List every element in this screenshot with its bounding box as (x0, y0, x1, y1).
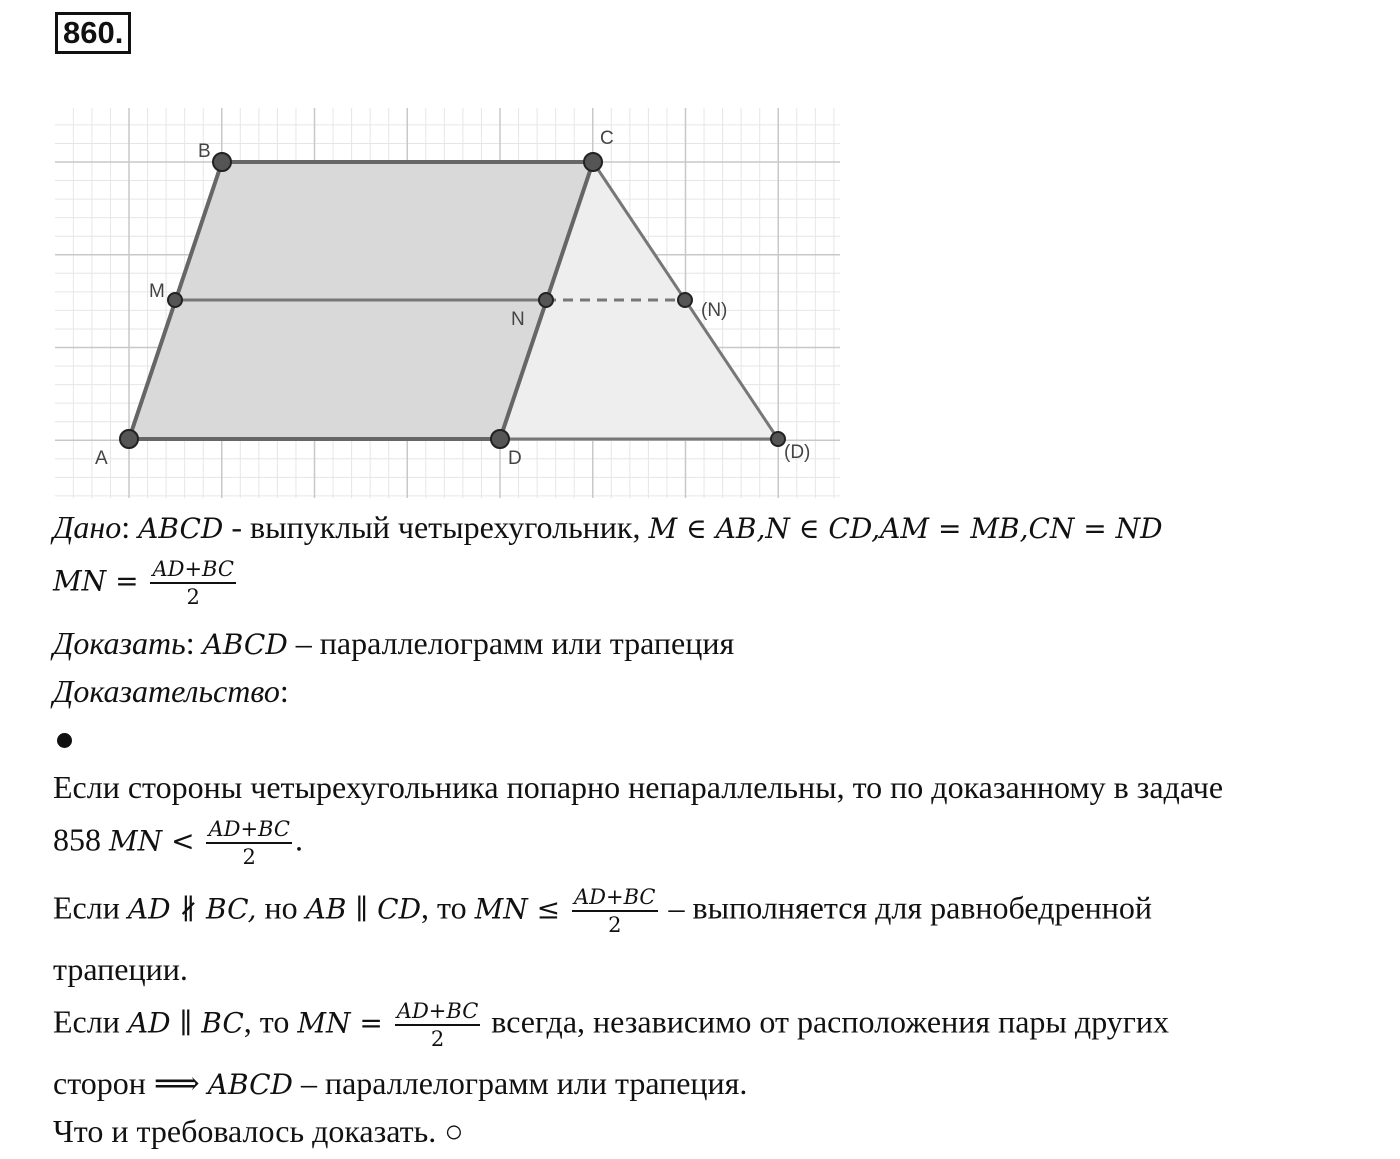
conclusion: Что и требовалось доказать. ○ (53, 1113, 464, 1149)
given-mn-expr: MN = (53, 564, 148, 598)
given-fraction: $\frac{AD+BC}{2}$ (152, 557, 234, 609)
point-n2 (678, 293, 692, 307)
given-line: Дано: ABCD - выпуклый четырехугольник, M ∈ AB,N ∈ CD,AM = MB,CN = ND (53, 509, 1163, 545)
point-a (120, 430, 138, 448)
label-n: N (511, 309, 525, 330)
label-n2: (N) (701, 300, 728, 321)
given-formula-line (53, 556, 239, 610)
given-label: Дано (53, 509, 122, 545)
problem-number: 860. (55, 12, 131, 54)
prove-text: – параллелограмм или трапеция (287, 625, 735, 661)
proof-label: Доказательство (53, 673, 280, 709)
label-c: C (600, 128, 614, 149)
case1-line2: 858 MN < $\frac{AD+BC}{2}$ . (53, 817, 303, 869)
case2-line2: трапеции. (53, 951, 188, 987)
case3-line1: Если AD ∥ BC, то MN = $\frac{AD+BC}{2}$ всегда, независимо от расположения пары других (53, 999, 1170, 1051)
point-m (168, 293, 182, 307)
case1-line1: Если стороны четырехугольника попарно непараллельны, то по доказанному в задаче (53, 769, 1224, 805)
given-text: - выпуклый четырехугольник, (223, 509, 649, 545)
proof-label-line: Доказательство: (53, 673, 289, 709)
prove-quad: ABCD (202, 628, 288, 661)
prove-label: Доказать (53, 625, 186, 661)
case2-line1: Если AD ∦ BC, но AB ∥ CD, то MN ≤ $\frac{AD+BC}{2}$ – выполняется для равнобедренной (53, 885, 1153, 937)
point-b (213, 153, 231, 171)
case1-fraction: $\frac{AD+BC}{2}$ (208, 817, 290, 869)
case2-fraction: $\frac{AD+BC}{2}$ (574, 885, 656, 937)
point-d2 (771, 432, 785, 446)
case3-line2: сторон ⟹ ABCD – параллелограмм или трапеция. (53, 1065, 748, 1101)
label-d2: (D) (784, 442, 811, 463)
label-b: B (198, 141, 211, 162)
given-quad: ABCD (138, 512, 224, 545)
case3-fraction: $\frac{AD+BC}{2}$ (396, 999, 479, 1051)
point-d (491, 430, 509, 448)
label-m: M (149, 281, 165, 302)
label-d: D (508, 448, 522, 469)
point-c (584, 153, 602, 171)
label-a: A (95, 448, 108, 469)
geometry-figure (55, 108, 845, 503)
prove-line: Доказать: ABCD – параллелограмм или трапеция (53, 625, 735, 661)
bullet-icon (57, 733, 72, 748)
point-n (539, 293, 553, 307)
given-conditions: M ∈ AB,N ∈ CD,AM = MB,CN = ND (648, 512, 1163, 545)
